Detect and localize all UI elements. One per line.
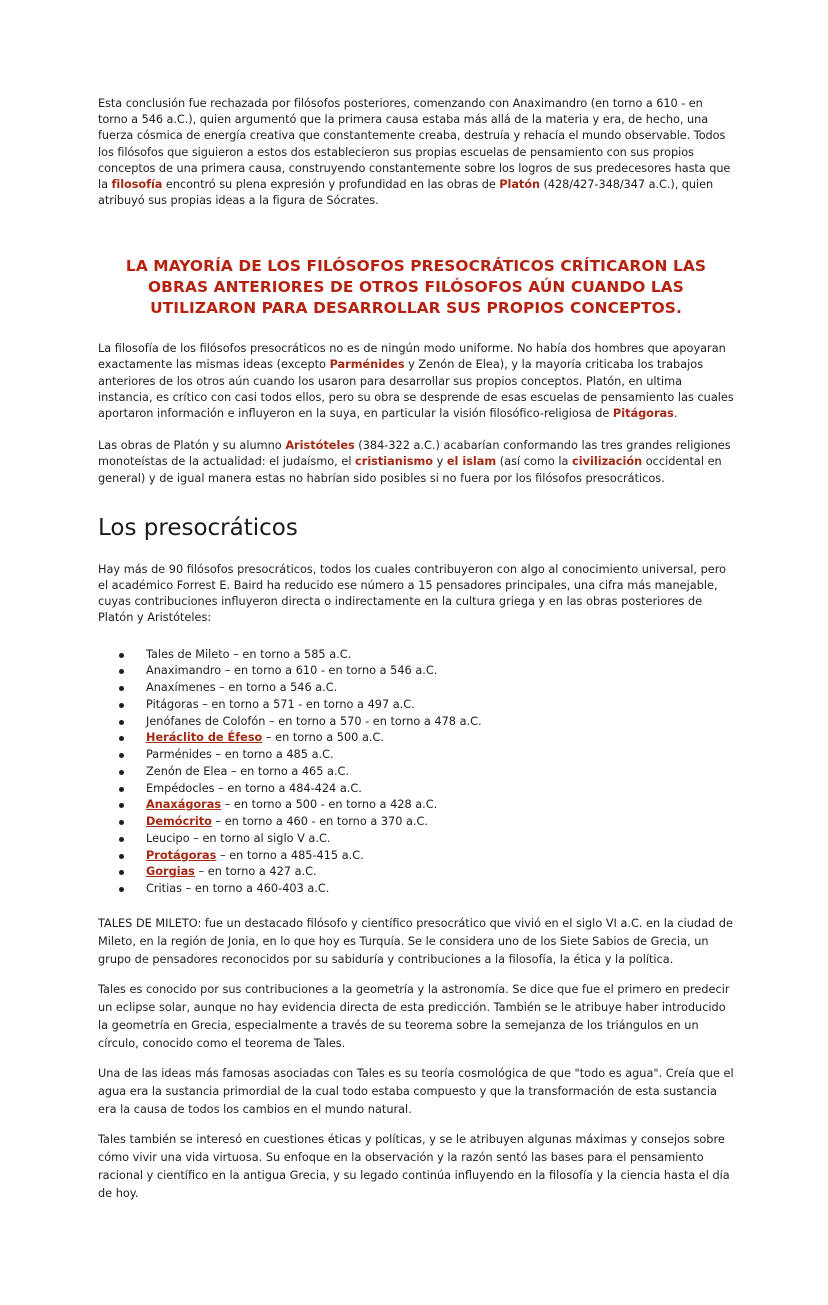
religions-paragraph (98, 438, 734, 487)
philosopher-dates: – en torno a 460 - en torno a 370 a.C. (211, 815, 428, 829)
bullet-icon (119, 736, 124, 741)
cristianismo-link[interactable]: cristianismo (355, 455, 433, 469)
philosopher-dates: – en torno a 500 a.C. (262, 731, 384, 745)
philosopher-dates: – en torno a 460-403 a.C. (182, 882, 330, 896)
philosopher-dates: – en torno a 571 - en torno a 497 a.C. (198, 697, 415, 711)
philosopher-dates: – en torno a 570 - en torno a 478 a.C. (265, 714, 482, 728)
bullet-icon (119, 753, 124, 758)
list-item (98, 663, 734, 680)
text-run: Esta conclusión fue rechazada por filósofos posteriores, comenzando con Anaximandro (en torno a 610 - en torno a 546 a.C.), quien argumentó que la primera causa estaba más allá de la materia y era, de hecho, una fuerza cósmica de energía creativa que constantemente creaba, destruía y rehacía el mundo observable. Todos los filósofos que siguieron a estos dos establecieron sus propias escuelas de pensamiento con sus propios conceptos de una primera causa, construyendo constantemente sobre los logros de sus predecesores hasta que la (98, 97, 731, 192)
list-item (98, 730, 734, 747)
philosopher-name: Leucipo (146, 831, 190, 845)
list-item (98, 680, 734, 697)
text-run: Las obras de Platón y su alumno (98, 439, 286, 453)
philosopher-name: Anaxímenes (146, 681, 216, 695)
bullet-icon (119, 803, 124, 808)
list-item (98, 747, 734, 764)
philosopher-name: Critias (146, 882, 183, 896)
bullet-icon (119, 837, 124, 842)
philosopher-dates: – en torno a 585 a.C. (229, 647, 352, 661)
list-item (98, 764, 734, 781)
list-item (98, 797, 734, 814)
bullet-icon (119, 787, 124, 792)
text-run: occidental en general) y de igual manera estas no habrían sido posibles si no fuera por los filósofos presocráticos. (98, 455, 722, 485)
bullet-icon (119, 870, 124, 875)
platon-link[interactable]: Platón (499, 178, 540, 192)
bullet-icon (119, 653, 124, 658)
philosopher-dates: – en torno a 500 - en torno a 428 a.C. (221, 798, 438, 812)
gorgias-link[interactable]: Gorgias (146, 865, 195, 879)
philosopher-name: Parménides (146, 748, 212, 762)
bullet-icon (119, 669, 124, 674)
list-item (98, 831, 734, 848)
heraclito-link[interactable]: Heráclito de Éfeso (146, 731, 263, 745)
philosopher-dates: – en torno a 610 - en torno a 546 a.C. (221, 664, 438, 678)
intro-paragraph (98, 96, 734, 209)
text-run: La filosofía de los filósofos presocráticos no es de ningún modo uniforme. No había dos hombres que apoyaran exactamente las mismas ideas (excepto (98, 342, 726, 372)
text-run: (así como la (496, 455, 573, 469)
philosopher-name: Jenófanes de Colofón (146, 714, 266, 728)
philosopher-dates: – en torno a 484-424 a.C. (214, 781, 362, 795)
tales-paragraph-4: Tales también se interesó en cuestiones éticas y políticas, y se le atribuyen algunas máximas y consejos sobre cómo vivir una vida virtuosa. Su enfoque en la observación y la razón sentó las bases para el pensamiento racional y científico en la antigua Grecia, y su legado continúa influyendo en la filosofía y la ciencia hasta el día de hoy. (98, 1132, 730, 1200)
list-item (98, 848, 734, 865)
list-item (98, 714, 734, 731)
bullet-icon (119, 686, 124, 691)
protagoras-link[interactable]: Protágoras (146, 848, 217, 862)
tales-paragraph-2: Tales es conocido por sus contribuciones a la geometría y la astronomía. Se dice que fue el primero en predecir un eclipse solar, aunque no hay evidencia directa de esta predicción. También se le atribuye haber introducido la geometría en Grecia, especialmente a través de su teorema sobre la semejanza de los triángulos en un círculo, conocido como el teorema de Tales. (98, 982, 730, 1050)
text-run: y (432, 455, 447, 469)
philosopher-name: Tales de Mileto (146, 647, 230, 661)
aristoteles-link[interactable]: Aristóteles (285, 439, 355, 453)
bullet-icon (119, 703, 124, 708)
list-item (98, 881, 734, 898)
democrito-link[interactable]: Demócrito (146, 815, 212, 829)
pitagoras-link[interactable]: Pitágoras (612, 407, 674, 421)
philosopher-dates: – en torno a 485 a.C. (211, 748, 334, 762)
text-run: y Zenón de Elea), y la mayoría criticaba los trabajos anteriores de los otros aún cuando los usaron para desarrollar sus propios conceptos. Platón, en ultima instancia, es crítico con casi todos ellos, pero su obra se desprende de esas escuelas de pensamiento las cuales aportaron información e influyeron en la suya, en particular la visión filosófico-religiosa de (98, 358, 734, 421)
philosopher-name: Empédocles (146, 781, 215, 795)
philosopher-name: Zenón de Elea (146, 764, 228, 778)
anaxagoras-link[interactable]: Anaxágoras (146, 798, 222, 812)
civilizacion-link[interactable]: civilización (572, 455, 643, 469)
philosopher-name: Anaximandro (146, 664, 222, 678)
list-intro-paragraph: Hay más de 90 filósofos presocráticos, todos los cuales contribuyeron con algo al conocimiento universal, pero el académico Forrest E. Baird ha reducido ese número a 15 pensadores principales, una cifra más manejable, cuyas contribuciones influyeron directa o indirectamente en la cultura griega y en las obras posteriores de Platón y Aristóteles: (98, 562, 727, 625)
tales-paragraph-1: TALES DE MILETO: fue un destacado filósofo y científico presocrático que vivió en el siglo VI a.C. en la ciudad de Mileto, en la región de Jonia, en lo que hoy es Turquía. Se le considera uno de los Siete Sabios de Grecia, un grupo de pensadores reconocidos por su sabiduría y contribuciones a la filosofía, la ética y la política. (98, 916, 733, 966)
philosopher-list (98, 647, 734, 898)
tales-paragraph-3: Una de las ideas más famosas asociadas con Tales es su teoría cosmológica de que "todo es agua". Creía que el agua era la sustancia primordial de la cual todo estaba compuesto y que la transformación de esta sustancia era la causa de todos los cambios en el mundo natural. (98, 1066, 734, 1116)
bullet-icon (119, 820, 124, 825)
philosopher-dates: – en torno a 485-415 a.C. (216, 848, 364, 862)
philosopher-dates: – en torno al siglo V a.C. (189, 831, 331, 845)
red-heading: LA MAYORÍA DE LOS FILÓSOFOS PRESOCRÁTICOS CRÍTICARON LAS OBRAS ANTERIORES DE OTROS FILÓSOFOS AÚN CUANDO LAS UTILIZARON PARA DESARROLLAR SUS PROPIOS CONCEPTOS. (125, 257, 707, 317)
filosofia-link[interactable]: filosofía (111, 178, 163, 192)
text-run: (428/427-348/347 a.C.), quien atribuyó sus propias ideas a la figura de Sócrates. (98, 178, 714, 208)
philosopher-name: Pitágoras (146, 697, 199, 711)
document-page (98, 96, 734, 1203)
list-item (98, 864, 734, 881)
parmenides-link[interactable]: Parménides (329, 358, 405, 372)
list-item (98, 781, 734, 798)
philosopher-dates: – en torno a 546 a.C. (215, 681, 338, 695)
bullet-icon (119, 720, 124, 725)
bullet-icon (119, 854, 124, 859)
bullet-icon (119, 887, 124, 892)
text-run: . (673, 407, 678, 421)
islam-link[interactable]: el islam (446, 455, 497, 469)
bullet-icon (119, 770, 124, 775)
list-item (98, 814, 734, 831)
philosopher-dates: – en torno a 427 a.C. (194, 865, 317, 879)
text-run: (384-322 a.C.) acabarían conformando las tres grandes religiones monoteístas de la actualidad: el judaísmo, el (98, 439, 731, 469)
section-title: Los presocráticos (98, 514, 298, 541)
philosophy-paragraph (98, 341, 734, 422)
list-item (98, 647, 734, 664)
philosopher-dates: – en torno a 465 a.C. (227, 764, 350, 778)
text-run: encontró su plena expresión y profundidad en las obras de (162, 178, 500, 192)
list-item (98, 697, 734, 714)
